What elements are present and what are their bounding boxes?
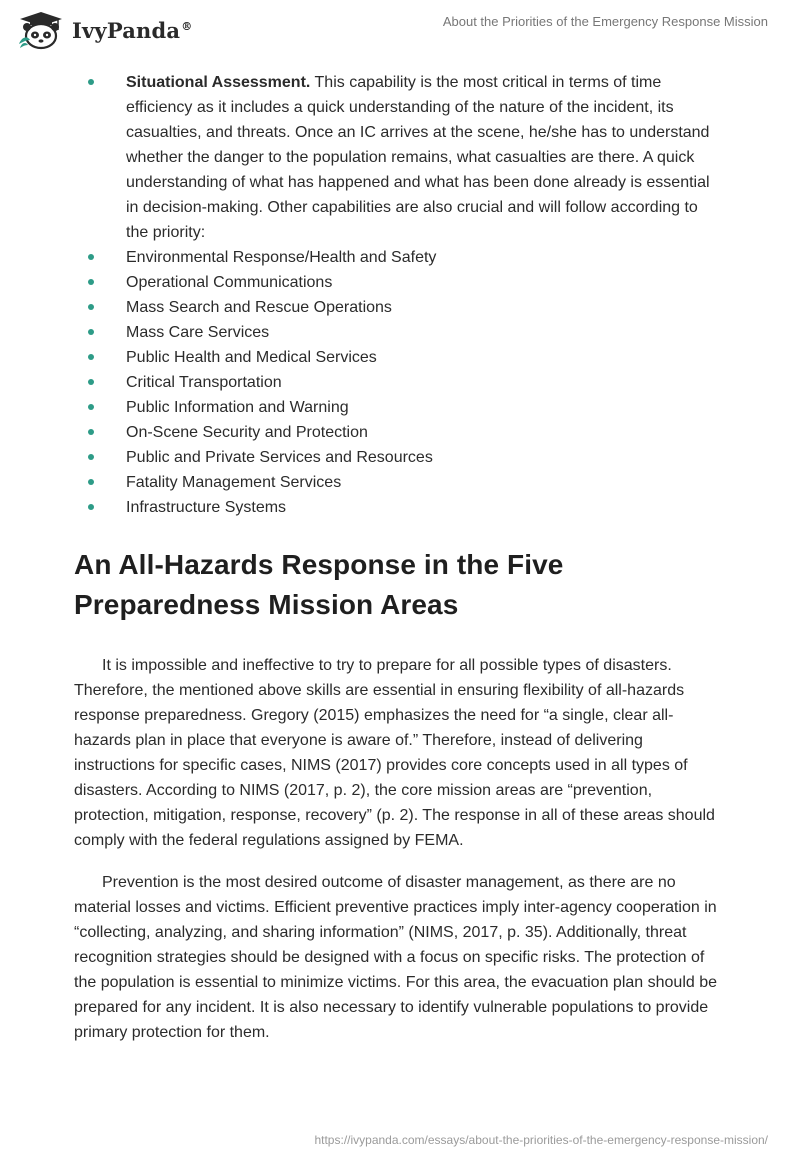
bullet-icon (88, 354, 94, 360)
bullet-icon (88, 404, 94, 410)
list-item: Situational Assessment. This capability is the most critical in terms of time efficiency as it includes a quick understanding of the nature of the incident, its casualties, and threats. Once an IC arrives at the scene, he/she has to understand whether the danger to the population remains, what casualties are there. A quick understanding of what has happened and what has been done already is essential in decision-making. Other capabilities are also crucial and will follow according to the priority: (74, 70, 724, 245)
list-item: Infrastructure Systems (74, 495, 724, 520)
list-item: Fatality Management Services (74, 470, 724, 495)
list-item: Mass Care Services (74, 320, 724, 345)
brand-logo[interactable] (16, 10, 192, 50)
list-item: Public Information and Warning (74, 395, 724, 420)
paragraph: It is impossible and ineffective to try to prepare for all possible types of disasters. Therefore, the mentioned above skills are essential in ensuring flexibility of all-hazards response preparedness. Gregory (2015) emphasizes the need for “a single, clear all-hazards plan in place that everyone is aware of.” Therefore, instead of delivering instructions for specific cases, NIMS (2017) provides core concepts used in all types of disasters. According to NIMS (2017, p. 2), the core mission areas are “prevention, protection, mitigation, response, recovery” (p. 2). The response in all of these areas should comply with the federal regulations assigned by FEMA. (74, 657, 715, 849)
page-header (0, 0, 800, 64)
list-item: Public and Private Services and Resources (74, 445, 724, 470)
list-item: Mass Search and Rescue Operations (74, 295, 724, 320)
paragraph: Prevention is the most desired outcome of disaster management, as there are no material losses and victims. Efficient preventive practices imply inter-agency cooperation in “collecting, analyzing, and sharing information” (NIMS, 2017, p. 35). Additionally, threat recognition strategies should be designed with a focus on specific risks. The protection of the population is essential to minimize victims. For this area, the evacuation plan should be prepared for any incident. It is also necessary to identify vulnerable populations to provide primary protection for them. (74, 874, 718, 1041)
list-item: Operational Communications (74, 270, 724, 295)
bullet-icon (88, 504, 94, 510)
bullet-icon (88, 279, 94, 285)
bullet-icon (88, 479, 94, 485)
bullet-icon (88, 304, 94, 310)
brand-name: IvyPanda® (72, 17, 193, 43)
section-heading: An All-Hazards Response in the Five Preparedness Mission Areas (74, 549, 564, 620)
capabilities-list (74, 70, 724, 520)
panda-logo-icon (16, 10, 66, 50)
bullet-icon (88, 254, 94, 260)
list-item: On-Scene Security and Protection (74, 420, 724, 445)
bullet-icon (88, 429, 94, 435)
list-item: Critical Transportation (74, 370, 724, 395)
bullet-icon (88, 329, 94, 335)
bullet-icon (88, 454, 94, 460)
bullet-icon (88, 79, 94, 85)
list-item: Environmental Response/Health and Safety (74, 245, 724, 270)
source-url[interactable]: https://ivypanda.com/essays/about-the-priorities-of-the-emergency-response-mission/ (314, 1133, 768, 1147)
bullet-icon (88, 379, 94, 385)
document-title: About the Priorities of the Emergency Response Mission (442, 14, 768, 29)
article-body (74, 70, 724, 1045)
list-item: Public Health and Medical Services (74, 345, 724, 370)
